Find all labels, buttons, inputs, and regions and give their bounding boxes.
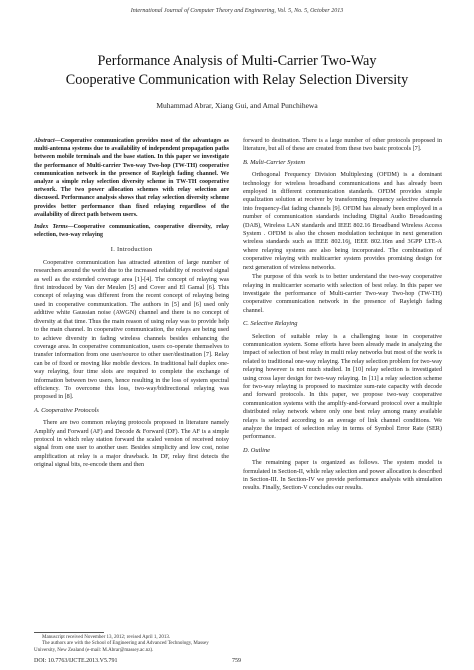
paragraph-outline: The remaining paper is organized as follows. The system model is formulated in Section-II, while relay selection and power allocation is described in Section-III. In Section-IV we provide performance analysis with simulation results. Finally, Section-V concludes our results. — [243, 459, 442, 492]
left-column — [34, 137, 229, 471]
page-number: 759 — [232, 658, 241, 664]
paragraph-ofdm-2: The purpose of this work is to better understand the two-way cooperative relaying in multicarrier scenario with selection of best relay. In this paper we investigate the performance of Multi-carrier Two-way Two-hop (TW-TH) cooperative communication network in the presence of Rayleigh fading channel. — [243, 273, 442, 314]
paragraph-ofdm-1: Orthogonal Frequency Division Multiplexing (OFDM) is a dominant technology for wireless broadband communications and has already been employed in different communication standards. OFDM provides simple equalization solution at receiver by transforming frequency selective channels into frequency-flat fading channels [9]. OFDM has already been employed in a number of communication standards including Digital Audio Broadcasting (DAB), Wireless LAN standards and IEEE 802.16 Broadband Wireless Access System . OFDM is also the chosen modulation technique in next generation wireless standards such as IEEE 802.16j, IEEE 802.16m and 3GPP LTE-A where relaying systems are also being incorporated. The combination of cooperative relaying with multicarrier system provides promising design for next generation of wireless networks. — [243, 171, 442, 271]
title-line-1: Performance Analysis of Multi-Carrier Two-Way — [97, 53, 377, 69]
subsection-heading-protocols: A. Cooperative Protocols — [34, 406, 99, 414]
doi-text: DOI: 10.7763/IJCTE.2013.V5.791 — [34, 658, 118, 664]
subsection-heading-multicarrier: B. Multi-Carrier System — [243, 158, 305, 166]
paper-title — [30, 52, 444, 90]
subsection-heading-outline: D. Outline — [243, 446, 270, 454]
paragraph-continued: forward to destination. There is a large number of other protocols proposed in literature, but all of these are created from these two basic protocols [7]. — [243, 137, 442, 153]
abstract-text: —Cooperative communication provides most of the advantages as multi-antenna systems due to availability of independent propagation paths between mobile terminals and the base station. In this paper we investigate the performance of Multi-carrier Two-way Two-hop (TW-TH) cooperative communication network in the presence of Rayleigh fading channel. We analyze a simple relay selection diversity scheme in TW-TH cooperative network. The two power allocation schemes with relay selection are discussed. Performance analysis shows that relay selection diversity scheme provides better performance than fixed relaying regardless of the availability of direct path between users. — [34, 138, 229, 218]
index-terms-text: —Cooperative communication, cooperative diversity, relay selection, two-way relaying — [34, 224, 229, 239]
author-list: Muhammad Abrar, Xiang Gui, and Amal Punchihewa — [156, 101, 318, 110]
paragraph-introduction: Cooperative communication has attracted attention of large number of researchers around the world due to the increased reliability of received signal as well as the extended coverage area [1]-[4]. The concept of relaying was first introduced by Van der Meulen [5] and Cover and El Gamal [6]. This concept of relaying was different from the recent concept of relaying being used in cooperative communication. The authors in [5] and [6] used only additive white Gaussian noise (AWGN) channel and there is no concept of diversity at that time. Thus the main reason of using relay was to provide help to the main channel. In cooperative communication, the relays are being used to achieve diversity in fading wireless channels besides enhancing the coverage area. In cooperative communication, users co-operate themselves to transfer information from one user/source to other user/destination [7]. Relay can be of fixed or moving like mobile devices. In traditional half duplex one-way relaying, four time slots are required to complete the exchange of information between two users, hence resulting in the loss of system spectral efficiency. To overcome this loss, two-way/bidirectional relaying was proposed in [8]. — [34, 258, 229, 401]
paragraph-protocols: There are two common relaying protocols proposed in literature namely Amplify and Forward (AF) and Decode & Forward (DF). The AF is a simple protocol in which relay station forward the scaled version of received noisy signal from one user to another user. Besides simplicity and low cost, noise amplification at relay is a major drawback. In DF, relay first detects the original signal bits, re-encode them and then — [34, 419, 229, 469]
right-column — [243, 137, 442, 494]
abstract — [34, 137, 229, 219]
abstract-label: Abstract — [34, 138, 55, 144]
title-line-2: Cooperative Communication with Relay Selection Diversity — [65, 72, 409, 88]
footnote-affiliation: The authors are with the School of Engineering and Advanced Technology, Massey University, New Zealand (e-mail: M.Abrar@massey.ac.nz). — [34, 641, 209, 653]
section-heading-introduction: I. Introduction — [110, 246, 153, 254]
footnotes — [34, 632, 229, 654]
footnote-rule — [34, 632, 104, 633]
index-terms — [34, 223, 229, 239]
footnote-manuscript: Manuscript received November 13, 2012; revised April 1, 2013. — [42, 635, 171, 640]
index-terms-label: Index Terms — [34, 224, 68, 231]
paragraph-selective-relaying: Selection of suitable relay is a challenging issue in cooperative communication system. Some efforts have been already made in analyzing the impact of selection of best relay in multi relay networks but most of the work is related to traditional one-way relaying. The relay selection problem for two-way relaying however is not much studied. In [10] relay selection is investigated using cross layer design for two-way relaying. In [11] a relay selection scheme for two-way relaying is proposed to maximize sum-rate capacity with decode and forward protocols. In this paper, we propose two-way cooperative communication systems with the amplify-and-forward protocol over a multiple distributed relay network where only one best relay among many available relays is selected according to an average of link channel conditions. We analyze the impact of selection relay in terms of Symbol Error Rate (SER) performance. — [243, 332, 443, 441]
subsection-heading-selective-relaying: C. Selective Relaying — [243, 320, 298, 328]
running-header: International Journal of Computer Theory and Engineering, Vol. 5, No. 5, October 2013 — [130, 8, 344, 14]
